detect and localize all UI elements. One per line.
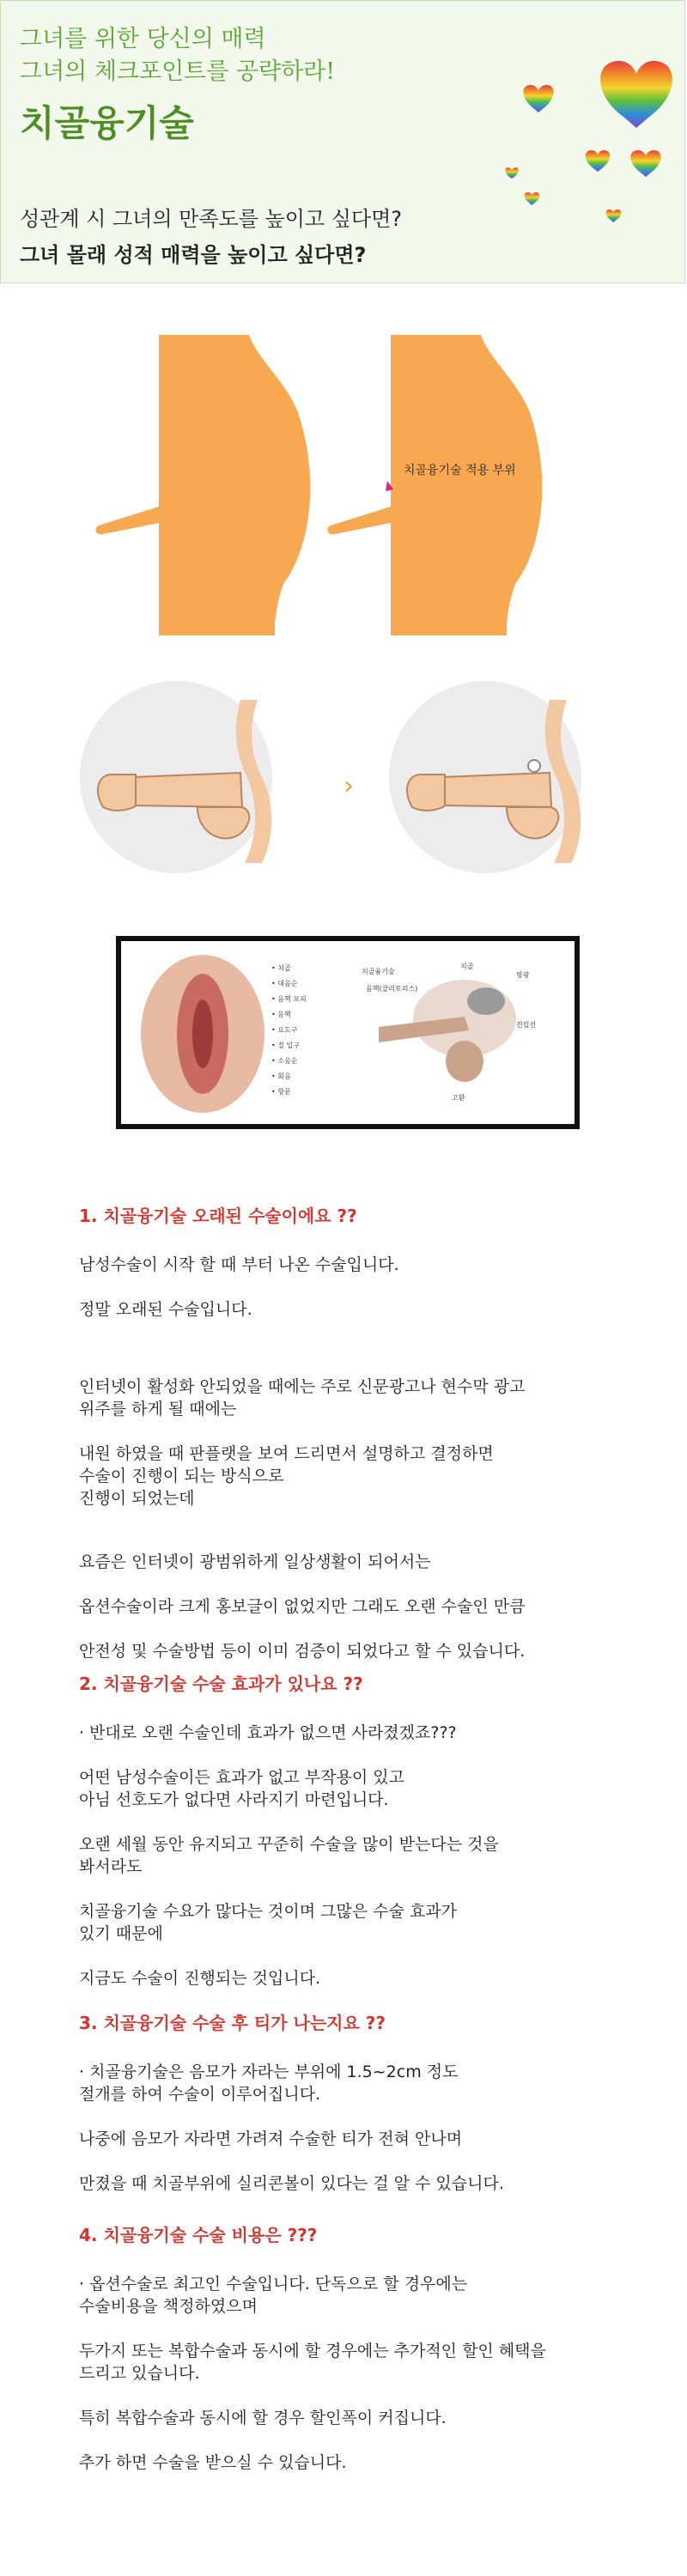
- section-paragraph: 남성수술이 시작 할 때 부터 나온 수술입니다.: [79, 1255, 399, 1274]
- diagram-left-label: • 소음순: [271, 1057, 298, 1065]
- body-silhouette-after: [327, 335, 542, 635]
- section-title: 3. 치골융기술 수술 후 티가 나는지요 ??: [79, 2013, 386, 2033]
- anatomy-diagram: [116, 936, 580, 1129]
- section-paragraph: 두가지 또는 복합수술과 동시에 할 경우에는 추가적인 할인 혜택을 드리고 있습니다.: [79, 2342, 546, 2383]
- section-paragraph: 특히 복합수술과 동시에 할 경우 할인폭이 커집니다.: [79, 2409, 447, 2427]
- side-view-after: [389, 681, 581, 873]
- section-paragraph: 안전성 및 수술방법 등이 이미 검증이 되었다고 할 수 있습니다.: [79, 1642, 526, 1661]
- header-question-2: 그녀 몰래 성적 매력을 높이고 싶다면?: [20, 243, 367, 267]
- rainbow-hearts-icon: [482, 44, 679, 233]
- section-paragraph: 정말 오래된 수술입니다.: [79, 1300, 252, 1319]
- section-paragraph: · 옵션수술로 최고인 수술입니다. 단독으로 할 경우에는 수술비용을 책정하였으며: [79, 2275, 468, 2316]
- diagram-right-label: 음핵(클리토리스): [366, 985, 418, 993]
- section-paragraph: · 치골융기술은 음모가 자라는 부위에 1.5~2cm 정도 절개를 하여 수술이 이루어집니다.: [79, 2063, 459, 2104]
- diagram-right-label: 방광: [516, 971, 530, 979]
- page-title: 치골융기술: [20, 102, 194, 144]
- section-paragraph: 오랜 세월 동안 유지되고 꾸준히 수술을 많이 받는다는 것을 봐서라도: [79, 1835, 499, 1876]
- header-question-1: 성관계 시 그녀의 만족도를 높이고 싶다면?: [20, 207, 403, 231]
- diagram-left-label: • 음핵: [271, 1011, 291, 1018]
- diagram-left-label: • 치골: [271, 964, 291, 972]
- diagram-left-label: • 요도구: [271, 1026, 298, 1034]
- header-banner: [0, 0, 685, 283]
- diagram-left-label: • 질 입구: [271, 1042, 300, 1049]
- arrow-right-icon: ›: [344, 771, 354, 801]
- diagram-left-label: • 회음: [271, 1072, 291, 1080]
- section-paragraph: 치골융기술 수요가 많다는 것이며 그많은 수술 효과가 있기 때문에: [79, 1902, 458, 1943]
- diagram-right-label: 전립선: [516, 1021, 537, 1029]
- procedure-site-label: 치골융기술 적용 부위: [404, 464, 516, 477]
- section-title: 2. 치골융기술 수술 효과가 있나요 ??: [79, 1674, 363, 1694]
- side-view-before: [80, 681, 272, 873]
- diagram-left-label: • 항문: [271, 1088, 291, 1096]
- header-line-1: 그녀를 위한 당신의 매력: [20, 26, 266, 52]
- section-paragraph: 요즘은 인터넷이 광범위하게 일상생활이 되어서는: [79, 1552, 431, 1571]
- body-silhouette-before: [95, 335, 310, 635]
- section-paragraph: 나중에 음모가 자라면 가려져 수술한 티가 전혀 안나며: [79, 2129, 463, 2148]
- section-paragraph: 내원 하였을 때 판플랫을 보여 드리면서 설명하고 결정하면 수술이 진행이 되는 방식으로 진행이 되었는데: [79, 1444, 494, 1508]
- section-paragraph: 옵션수술이라 크게 홍보글이 없었지만 그래도 오랜 수술인 만큼: [79, 1597, 526, 1616]
- section-title: 1. 치골융기술 오래된 수술이에요 ??: [79, 1206, 357, 1226]
- section-paragraph: 인터넷이 활성화 안되었을 때에는 주로 신문광고나 현수막 광고 위주를 하게 될 때에는: [79, 1377, 526, 1419]
- diagram-right-label: 고환: [452, 1094, 465, 1102]
- section-paragraph: 어떤 남성수술이든 효과가 없고 부작용이 있고 아님 선호도가 없다면 사라지기 마련입니다.: [79, 1768, 404, 1809]
- section-paragraph: 추가 하면 수술을 받으실 수 있습니다.: [79, 2453, 347, 2472]
- section-paragraph: 만졌을 때 치골부위에 실리콘볼이 있다는 걸 알 수 있습니다.: [79, 2174, 504, 2193]
- header-line-2: 그녀의 체크포인트를 공략하라!: [20, 58, 336, 85]
- diagram-right-label: 치골융기술: [362, 968, 395, 975]
- section-paragraph: 지금도 수술이 진행되는 것입니다.: [79, 1969, 321, 1988]
- section-title: 4. 치골융기술 수술 비용은 ???: [79, 2225, 318, 2245]
- diagram-left-label: • 대음순: [271, 980, 298, 987]
- section-paragraph: · 반대로 오랜 수술인데 효과가 없으면 사라졌겠죠???: [79, 1723, 457, 1742]
- diagram-left-label: • 음핵 포피: [271, 995, 307, 1003]
- diagram-right-label: 치골: [460, 963, 474, 970]
